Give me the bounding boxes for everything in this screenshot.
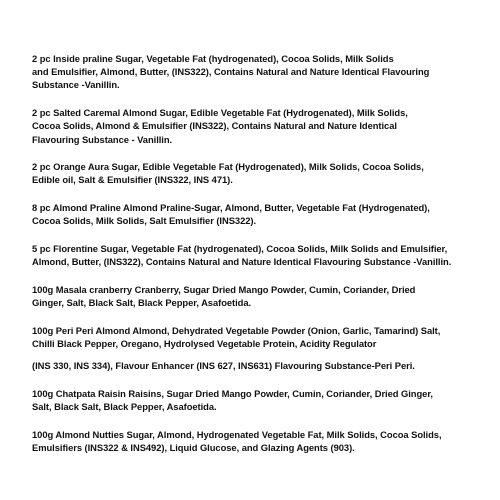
text-line: Cocoa Solids, Almond & Emulsifier (INS322), Contains Natural and Nature Identical — [32, 120, 397, 132]
text-line: and Emulsifier, Almond, Butter, (INS322), Contains Natural and Nature Identical Flavouring — [32, 66, 430, 78]
text-line: 2 pc Salted Caremal Almond Sugar, Edible Vegetable Fat (Hydrogenated), Milk Solids, — [32, 107, 408, 119]
text-line: Almond, Butter, (INS322), Contains Natural and Nature Identical Flavouring Substance -Vanillin. — [32, 256, 452, 268]
entry-almond-nutties — [32, 428, 470, 454]
entry-masala-cranberry — [32, 283, 470, 309]
text-line: 2 pc Inside praline Sugar, Vegetable Fat (hydrogenated), Cocoa Solids, Milk Solids — [32, 53, 394, 64]
text-line: 2 pc Orange Aura Sugar, Edible Vegetable Fat (Hydrogenated), Milk Solids, Cocoa Solids, — [32, 161, 424, 173]
text-line: Edible oil, Salt & Emulsifier (INS322, INS 471). — [32, 174, 233, 186]
ingredients-document — [32, 52, 470, 469]
entry-florentine — [32, 242, 470, 268]
text-line: Substance -Vanillin. — [32, 79, 120, 91]
text-line: 100g Peri Peri Almond Almond, Dehydrated Vegetable Powder (Onion, Garlic, Tamarind) Salt, — [32, 324, 441, 336]
text-line: (INS 330, INS 334), Flavour Enhancer (INS 627, INS631) Flavouring Substance-Peri Peri. — [32, 360, 415, 372]
entry-peri-peri-almond — [32, 324, 470, 350]
entry-almond-praline — [32, 201, 470, 227]
text-line: 100g Chatpata Raisin Raisins, Sugar Dried Mango Powder, Cumin, Coriander, Dried Ginger, — [32, 387, 433, 399]
text-line: 8 pc Almond Praline Almond Praline-Sugar, Almond, Butter, Vegetable Fat (Hydrogenated), — [32, 202, 430, 214]
text-line: Flavouring Substance - Vanillin. — [32, 133, 173, 145]
entry-salted-caremal — [32, 106, 470, 146]
text-line: Ginger, Salt, Black Salt, Black Pepper, Asafoetida. — [32, 297, 252, 309]
text-line: Salt, Black Salt, Black Pepper, Asafoetida. — [32, 401, 217, 413]
text-line: 100g Masala cranberry Cranberry, Sugar Dried Mango Powder, Cumin, Coriander, Dried — [32, 283, 416, 295]
entry-chatpata-raisin — [32, 387, 470, 413]
text-line: Cocoa Solids, Milk Solids, Salt Emulsifier (INS322). — [32, 215, 257, 227]
text-line: 5 pc Florentine Sugar, Vegetable Fat (hydrogenated), Cocoa Solids, Milk Solids and Emulsifier, — [32, 243, 448, 255]
entry-orange-aura — [32, 160, 470, 186]
text-line: Chilli Black Pepper, Oregano, Hydrolysed Vegetable Protein, Acidity Regulator — [32, 338, 377, 350]
text-line: 100g Almond Nutties Sugar, Almond, Hydrogenated Vegetable Fat, Milk Solids, Cocoa Solids, — [32, 428, 442, 440]
text-line: Emulsifiers (INS322 & INS492), Liquid Glucose, and Glazing Agents (903). — [32, 442, 355, 454]
entry-peri-peri-continued — [32, 359, 470, 372]
entry-inside-praline — [32, 52, 470, 92]
